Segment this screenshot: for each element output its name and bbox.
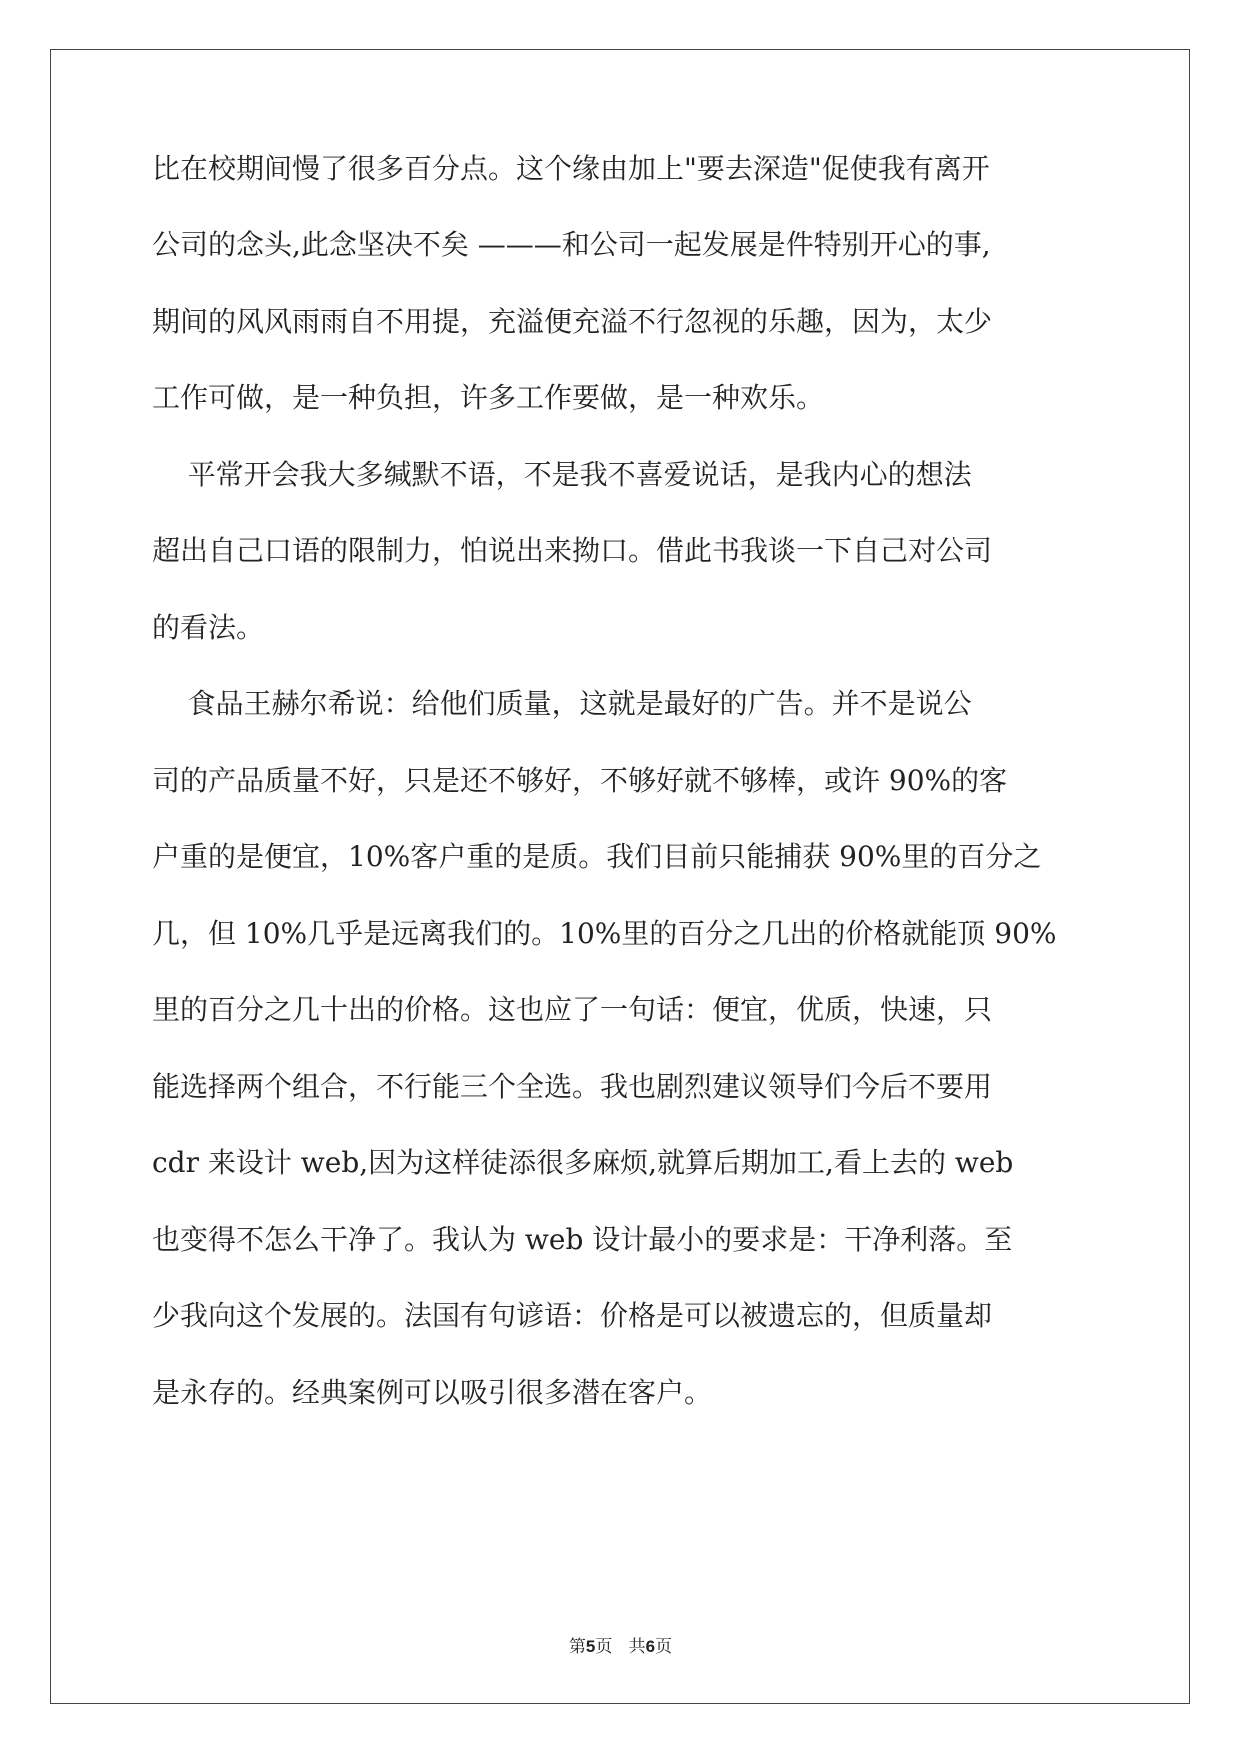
text-line: cdr 来设计 web,因为这样徒添很多麻烦,就算后期加工,看上去的 web [152, 1146, 1014, 1179]
page-border [50, 49, 1190, 1704]
text-line: 超出自己口语的限制力，怕说出来拗口。借此书我谈一下自己对公司 [152, 534, 993, 567]
text-line: 几，但 10%几乎是远离我们的。10%里的百分之几出的价格就能顶 90% [152, 917, 1057, 950]
footer-total-unit: 页 [655, 1637, 673, 1657]
text-line: 比在校期间慢了很多百分点。这个缘由加上"要去深造"促使我有离开 [152, 152, 990, 185]
text-line: 户重的是便宜，10%客户重的是质。我们目前只能捕获 90%里的百分之 [152, 840, 1042, 873]
text-line: 的看法。 [152, 611, 265, 644]
text-line: 少我向这个发展的。法国有句谚语：价格是可以被遗忘的，但质量却 [152, 1299, 993, 1332]
text-line: 公司的念头,此念坚决不矣 ———和公司一起发展是件特别开心的事, [152, 228, 991, 261]
text-line: 食品王赫尔希说：给他们质量，这就是最好的广告。并不是说公 [152, 687, 972, 720]
footer-total-prefix: 共 [628, 1637, 646, 1657]
total-pages-number: 6 [645, 1637, 656, 1656]
text-line: 工作可做，是一种负担，许多工作要做，是一种欢乐。 [152, 381, 825, 414]
text-line: 是永存的。经典案例可以吸引很多潜在客户。 [152, 1376, 713, 1409]
footer-page-unit: 页 [595, 1637, 613, 1657]
text-line: 司的产品质量不好，只是还不够好，不够好就不够棒，或许 90%的客 [152, 764, 1008, 797]
text-line: 平常开会我大多缄默不语，不是我不喜爱说话，是我内心的想法 [152, 458, 972, 491]
page-footer [0, 1632, 1241, 1657]
text-line: 里的百分之几十出的价格。这也应了一句话：便宜，优质，快速，只 [152, 993, 993, 1026]
text-line: 也变得不怎么干净了。我认为 web 设计最小的要求是：干净利落。至 [152, 1223, 1013, 1256]
text-line: 能选择两个组合，不行能三个全选。我也剧烈建议领导们今后不要用 [152, 1070, 993, 1103]
text-line: 期间的风风雨雨自不用提，充溢便充溢不行忽视的乐趣，因为，太少 [152, 305, 993, 338]
footer-prefix: 第 [568, 1637, 586, 1657]
current-page-number: 5 [585, 1637, 596, 1656]
